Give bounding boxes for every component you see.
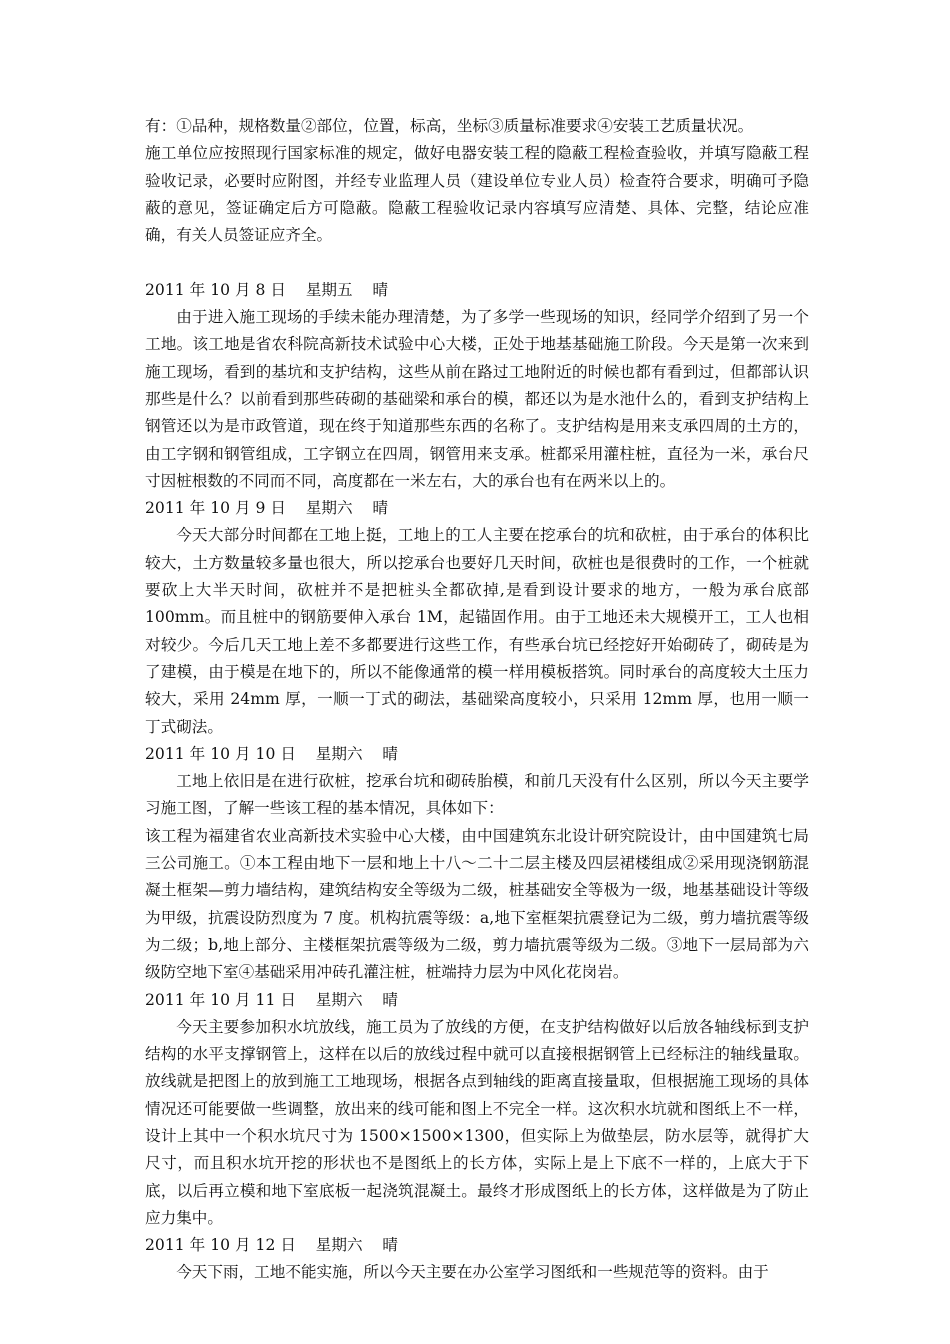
paragraph-inspection-items: 有：①品种，规格数量②部位，位置，标高，坐标③质量标准要求④安装工艺质量状况。 bbox=[145, 117, 754, 135]
diary-entry-oct-10: 工地上依旧是在进行砍桩，挖承台坑和砌砖胎模，和前几天没有什么区别，所以今天主要学习施工图，了解一些该工程的基本情况，具体如下： bbox=[145, 772, 809, 818]
diary-entry-oct-9: 今天大部分时间都在工地上挺，工地上的工人主要在挖承台的坑和砍桩，由于承台的体积比较大，土方数量较多量也很大，所以挖承台也要好几天时间，砍桩也是很费时的工作，一个桩就要砍上大半天时间，砍桩并不是把桩头全都砍掉,是看到设计要求的地方，一般为承台底部 100mm。而且桩中的钢筋要伸入承台 1M，起锚固作用。由于工地还未大规模开工，工人也相对较少。今后几天工地上差不多都要进行这些工作，有些承台坑已经挖好开始砌砖了，砌砖是为了建模，由于模是在地下的，所以不能像通常的模一样用模板搭筑。同时承台的高度较大土压力较大，采用 24mm 厚，一顺一丁式的砌法，基础梁高度较小，只采用 12mm 厚，也用一顺一丁式砌法。 bbox=[145, 526, 809, 736]
diary-date-oct-12: 2011 年 10 月 12 日 星期六 晴 bbox=[145, 1236, 398, 1255]
diary-date-oct-8: 2011 年 10 月 8 日 星期五 晴 bbox=[145, 280, 389, 299]
diary-date-oct-10: 2011 年 10 月 10 日 星期六 晴 bbox=[145, 744, 398, 763]
paragraph-concealed-works: 施工单位应按照现行国家标准的规定，做好电器安装工程的隐蔽工程检查验收，并填写隐蔽工程验收记录，必要时应附图，并经专业监理人员（建设单位专业人员）检查符合要求，明确可予隐蔽的意见，签证确定后方可隐蔽。隐蔽工程验收记录内容填写应清楚、具体、完整，结论应准确，有关人员签证应齐全。 bbox=[145, 144, 809, 245]
diary-entry-oct-8: 由于进入施工现场的手续未能办理清楚，为了多学一些现场的知识，经同学介绍到了另一个工地。该工地是省农科院高新技术试验中心大楼，正处于地基基础施工阶段。今天是第一次来到施工现场，看到的基坑和支护结构，这些从前在路过工地附近的时候也都有看到过，但都部认识那些是什么？以前看到那些砖砌的基础梁和承台的模，都还以为是水池什么的，看到支护结构上钢管还以为是市政管道，现在终于知道那些东西的名称了。支护结构是用来支承四周的土方的，由工字钢和钢管组成，工字钢立在四周，钢管用来支承。桩都采用灌柱桩，直径为一米，承台尺寸因桩根数的不同而不同，高度都在一米左右，大的承台也有在两米以上的。 bbox=[145, 308, 809, 490]
diary-entry-oct-11: 今天主要参加积水坑放线，施工员为了放线的方便，在支护结构做好以后放各轴线标到支护结构的水平支撑钢管上，这样在以后的放线过程中就可以直接根据钢管上已经标注的轴线量取。放线就是把图上的放到施工工地现场，根据各点到轴线的距离直接量取，但根据施工现场的具体情况还可能要做一些调整，放出来的线可能和图上不完全一样。这次积水坑就和图纸上不一样，设计上其中一个积水坑尺寸为 1500×1500×1300，但实际上为做垫层，防水层等，就得扩大尺寸，而且积水坑开挖的形状也不是图纸上的长方体，实际上是上下底不一样的，上底大于下底，以后再立模和地下室底板一起浇筑混凝土。最终才形成图纸上的长方体，这样做是为了防止应力集中。 bbox=[145, 1017, 809, 1227]
diary-date-oct-11: 2011 年 10 月 11 日 星期六 晴 bbox=[145, 990, 398, 1009]
document-page bbox=[145, 113, 809, 1287]
diary-date-oct-9: 2011 年 10 月 9 日 星期六 晴 bbox=[145, 499, 389, 518]
blank-line bbox=[145, 249, 809, 276]
diary-entry-oct-12: 今天下雨，工地不能实施，所以今天主要在办公室学习图纸和一些规范等的资料。由于 bbox=[176, 1263, 769, 1282]
diary-entry-oct-10-project-info: 该工程为福建省农业高新技术实验中心大楼，由中国建筑东北设计研究院设计，由中国建筑七局三公司施工。①本工程由地下一层和地上十八～二十二层主楼及四层裙楼组成②采用现浇钢筋混凝土框架—剪力墙结构，建筑结构安全等级为二级，桩基础安全等极为一级，地基基础设计等级为甲级，抗震设防烈度为 7 度。机构抗震等级：a,地下室框架抗震登记为二级，剪力墙抗震等级为二级；b,地上部分、主楼框架抗震等级为二级，剪力墙抗震等级为二级。③地下一层局部为六级防空地下室④基础采用冲砖孔灌注桩，桩端持力层为中风化花岗岩。 bbox=[145, 826, 809, 982]
